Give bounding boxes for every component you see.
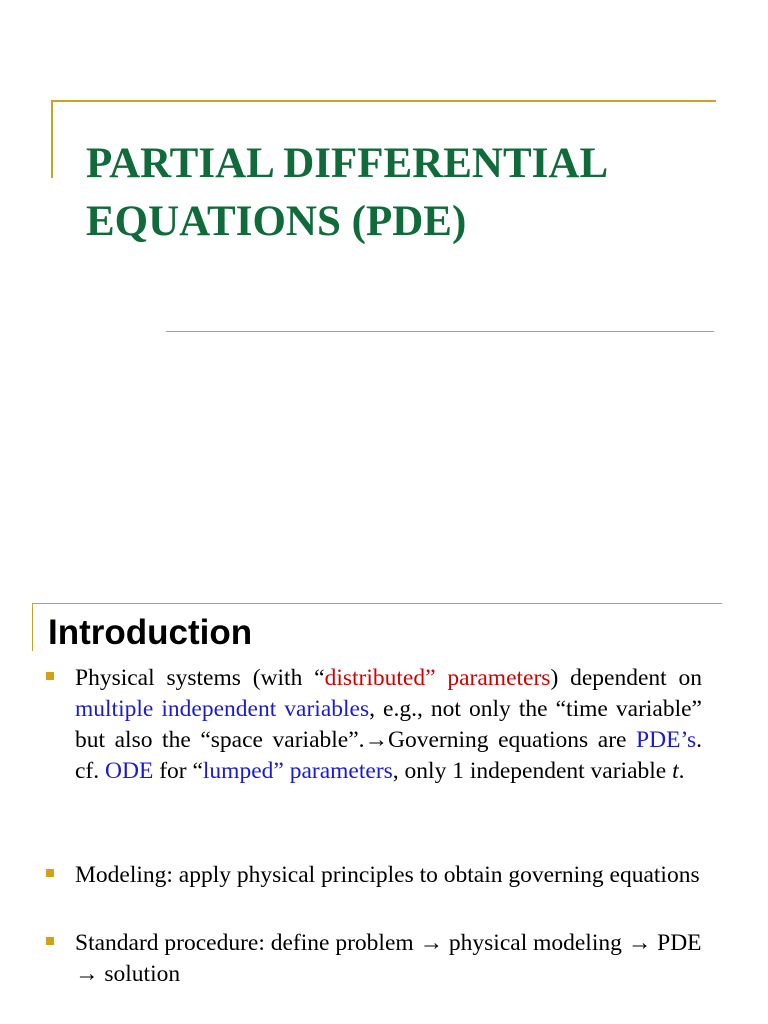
top-accent-rule [51,100,716,102]
bullet-text: . [678,758,685,784]
bullet-text: , e.g., not only the “time variable” but also the “space variable”.→Governing equations are [75,696,702,753]
bullet-square-icon [46,869,54,877]
left-accent-rule [51,100,53,178]
bullet-text: for “ [153,758,203,784]
highlight-lumped: lumped [202,758,274,784]
bullet-text: . cf. [75,727,702,784]
highlight-multiple-independent-variables: multiple independent variables [75,696,370,722]
bullet-square-icon [46,937,54,945]
bullet-item-1 [75,663,702,787]
bullet-text: Modeling: apply physical principles to obtain governing equations [75,862,700,888]
slide-title [86,135,726,251]
title-line-1: PARTIAL DIFFERENTIAL [86,140,609,187]
title-underline-rule [166,331,714,332]
bullet-text: Standard procedure: define problem → physical modeling → PDE → solution [75,930,702,987]
highlight-ode: ODE [105,758,154,784]
bullet-text: ) dependent on [550,665,703,691]
bullet-text: ” [425,665,448,691]
bullet-item-3 [75,928,702,990]
slide2-top-rule [32,603,722,604]
bullet-square-icon [46,672,54,680]
title-line-2: EQUATIONS (PDE) [86,198,467,245]
slide2-left-rule [32,603,33,651]
highlight-parameters-2: parameters [289,758,393,784]
highlight-pdes: PDE’s [636,727,697,753]
slide-heading: Introduction [48,613,253,652]
variable-t: t [672,758,679,784]
highlight-distributed: distributed [324,665,426,691]
bullet-text: ” [273,758,290,784]
bullet-item-2 [75,860,702,891]
bullet-text: Physical systems (with “ [75,665,325,691]
highlight-parameters: parameters [447,665,551,691]
bullet-text: , only 1 independent variable [392,758,673,784]
